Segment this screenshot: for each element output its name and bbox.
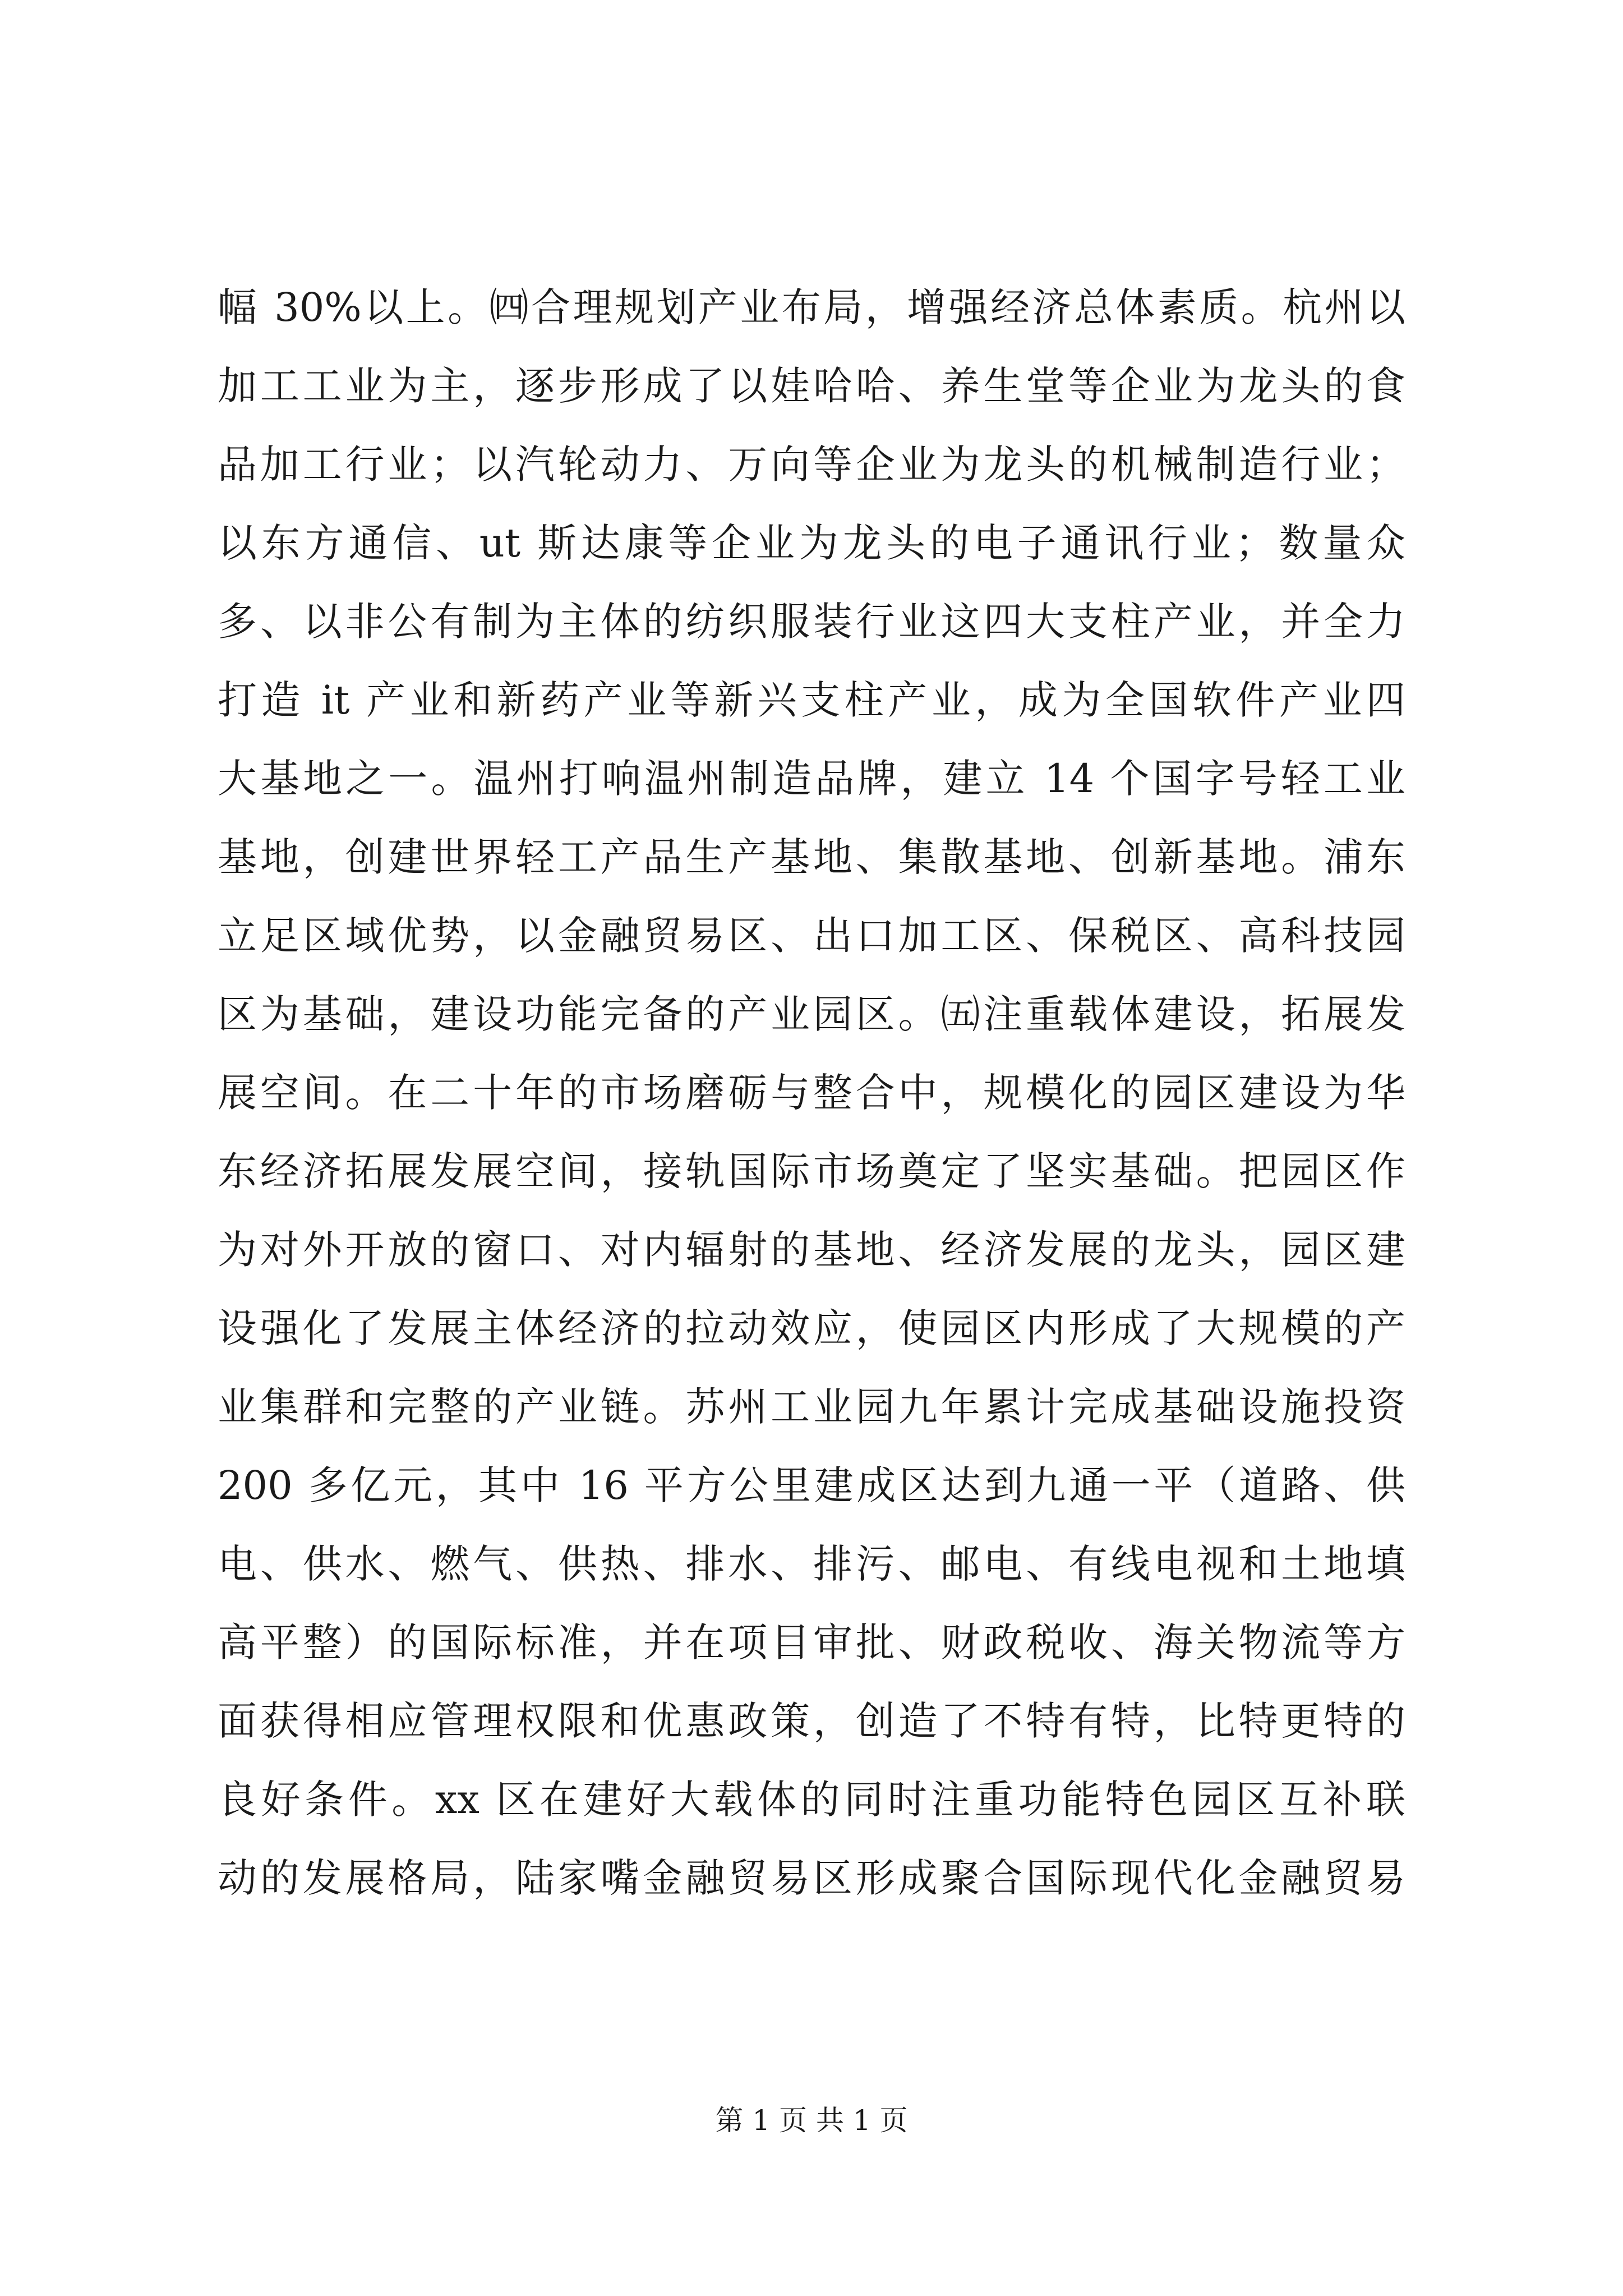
text-line: 动的发展格局，陆家嘴金融贸易区形成聚合国际现代化金融贸易 <box>218 1855 1405 1901</box>
text-line: 设强化了发展主体经济的拉动效应，使园区内形成了大规模的产 <box>218 1305 1405 1351</box>
text-line: 基地，创建世界轻工产品生产基地、集散基地、创新基地。浦东 <box>218 834 1405 880</box>
text-line: 立足区域优势，以金融贸易区、出口加工区、保税区、高科技园 <box>218 913 1405 959</box>
text-line: 面获得相应管理权限和优惠政策，创造了不特有特，比特更特的 <box>218 1698 1405 1744</box>
text-line: 电、供水、燃气、供热、排水、排污、邮电、有线电视和土地填 <box>218 1541 1405 1587</box>
text-line: 东经济拓展发展空间，接轨国际市场奠定了坚实基础。把园区作 <box>218 1148 1405 1194</box>
text-line: 业集群和完整的产业链。苏州工业园九年累计完成基础设施投资 <box>218 1384 1405 1430</box>
page-footer: 第 1 页 共 1 页 <box>715 2104 908 2137</box>
text-line: 高平整）的国际标准，并在项目审批、财政税收、海关物流等方 <box>218 1619 1405 1665</box>
text-line: 幅 30%以上。㈣合理规划产业布局，增强经济总体素质。杭州以 <box>218 284 1405 330</box>
body-text <box>218 268 1405 1917</box>
text-line: 品加工行业；以汽轮动力、万向等企业为龙头的机械制造行业； <box>218 441 1405 487</box>
text-line: 为对外开放的窗口、对内辐射的基地、经济发展的龙头，园区建 <box>218 1227 1405 1273</box>
text-line: 区为基础，建设功能完备的产业园区。㈤注重载体建设，拓展发 <box>218 991 1405 1037</box>
text-line: 以东方通信、ut 斯达康等企业为龙头的电子通讯行业；数量众 <box>218 520 1405 566</box>
text-line: 多、以非公有制为主体的纺织服装行业这四大支柱产业，并全力 <box>218 599 1405 645</box>
text-line: 打造 it 产业和新药产业等新兴支柱产业，成为全国软件产业四 <box>218 677 1405 723</box>
text-line: 大基地之一。温州打响温州制造品牌，建立 14 个国字号轻工业 <box>218 756 1405 802</box>
text-line: 加工工业为主，逐步形成了以娃哈哈、养生堂等企业为龙头的食 <box>218 363 1405 409</box>
text-line: 200 多亿元，其中 16 平方公里建成区达到九通一平（道路、供 <box>218 1462 1405 1508</box>
text-line: 良好条件。xx 区在建好大载体的同时注重功能特色园区互补联 <box>218 1777 1405 1823</box>
text-line: 展空间。在二十年的市场磨砺与整合中，规模化的园区建设为华 <box>218 1070 1405 1116</box>
